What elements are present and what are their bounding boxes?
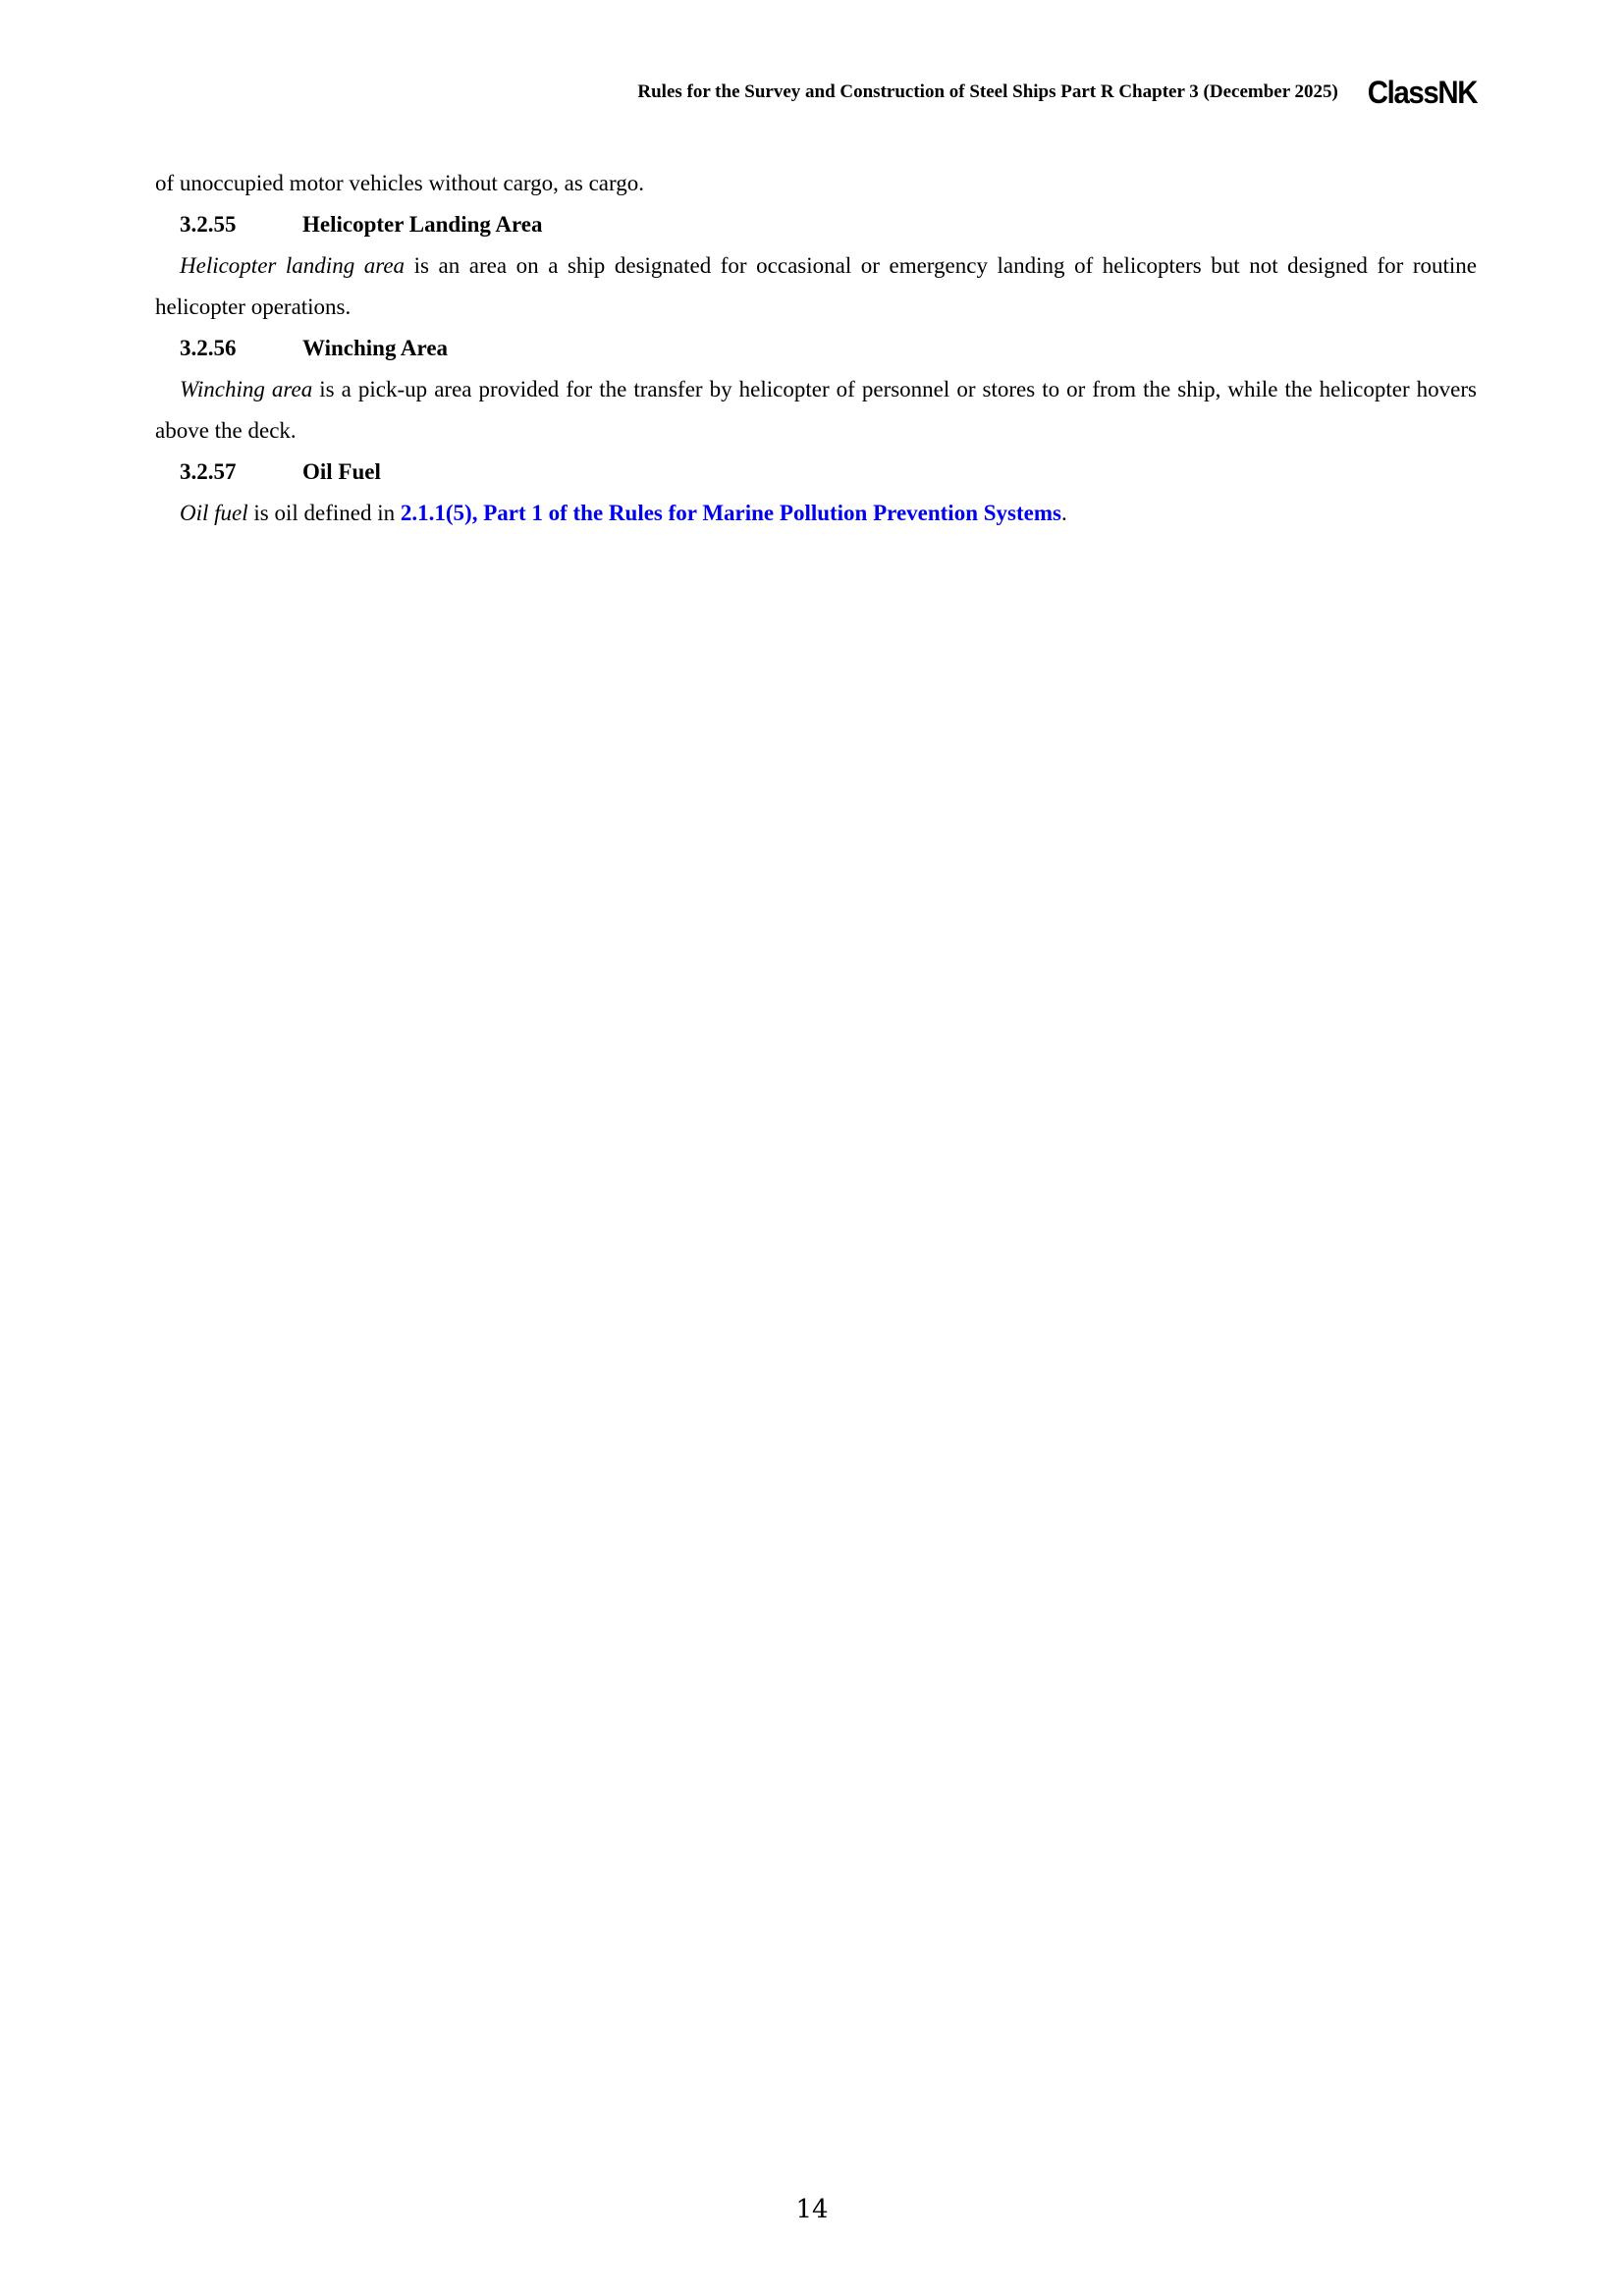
classnk-logo: ClassNK xyxy=(1367,75,1477,110)
definition-text: is oil defined in xyxy=(247,501,401,525)
defined-term: Winching area xyxy=(180,377,313,401)
defined-term: Oil fuel xyxy=(180,501,248,525)
section-number: 3.2.56 xyxy=(180,336,237,360)
definition-paragraph-3-2-56 xyxy=(155,369,1477,452)
section-title: Oil Fuel xyxy=(302,459,381,484)
definition-text: is an area on a ship designated for occasional or emergency landing of helicopters but not designed for routine helicopter operations. xyxy=(155,253,1477,319)
definition-text: is a pick-up area provided for the transfer by helicopter of personnel or stores to or from the ship, while the helicopter hovers above the deck. xyxy=(155,377,1477,443)
definition-text-end: . xyxy=(1060,501,1067,525)
section-heading-3-2-56 xyxy=(155,328,1477,369)
page-number: 14 xyxy=(795,2195,829,2224)
definition-paragraph-3-2-55 xyxy=(155,245,1477,328)
page-header xyxy=(637,77,1477,108)
definition-paragraph-3-2-57 xyxy=(155,493,1477,534)
section-title: Winching Area xyxy=(302,336,449,360)
section-title: Helicopter Landing Area xyxy=(302,212,543,237)
section-number: 3.2.55 xyxy=(180,212,237,237)
section-heading-3-2-57 xyxy=(155,452,1477,493)
continuation-paragraph: of unoccupied motor vehicles without cargo, as cargo. xyxy=(155,171,644,195)
cross-reference-link[interactable]: 2.1.1(5), Part 1 of the Rules for Marine Pollution Prevention Systems xyxy=(400,501,1061,525)
document-body xyxy=(155,163,1477,534)
defined-term: Helicopter landing area xyxy=(180,253,406,278)
section-number: 3.2.57 xyxy=(180,459,237,484)
section-heading-3-2-55 xyxy=(155,204,1477,245)
header-title: Rules for the Survey and Construction of Steel Ships Part R Chapter 3 (December 2025) xyxy=(637,81,1338,102)
